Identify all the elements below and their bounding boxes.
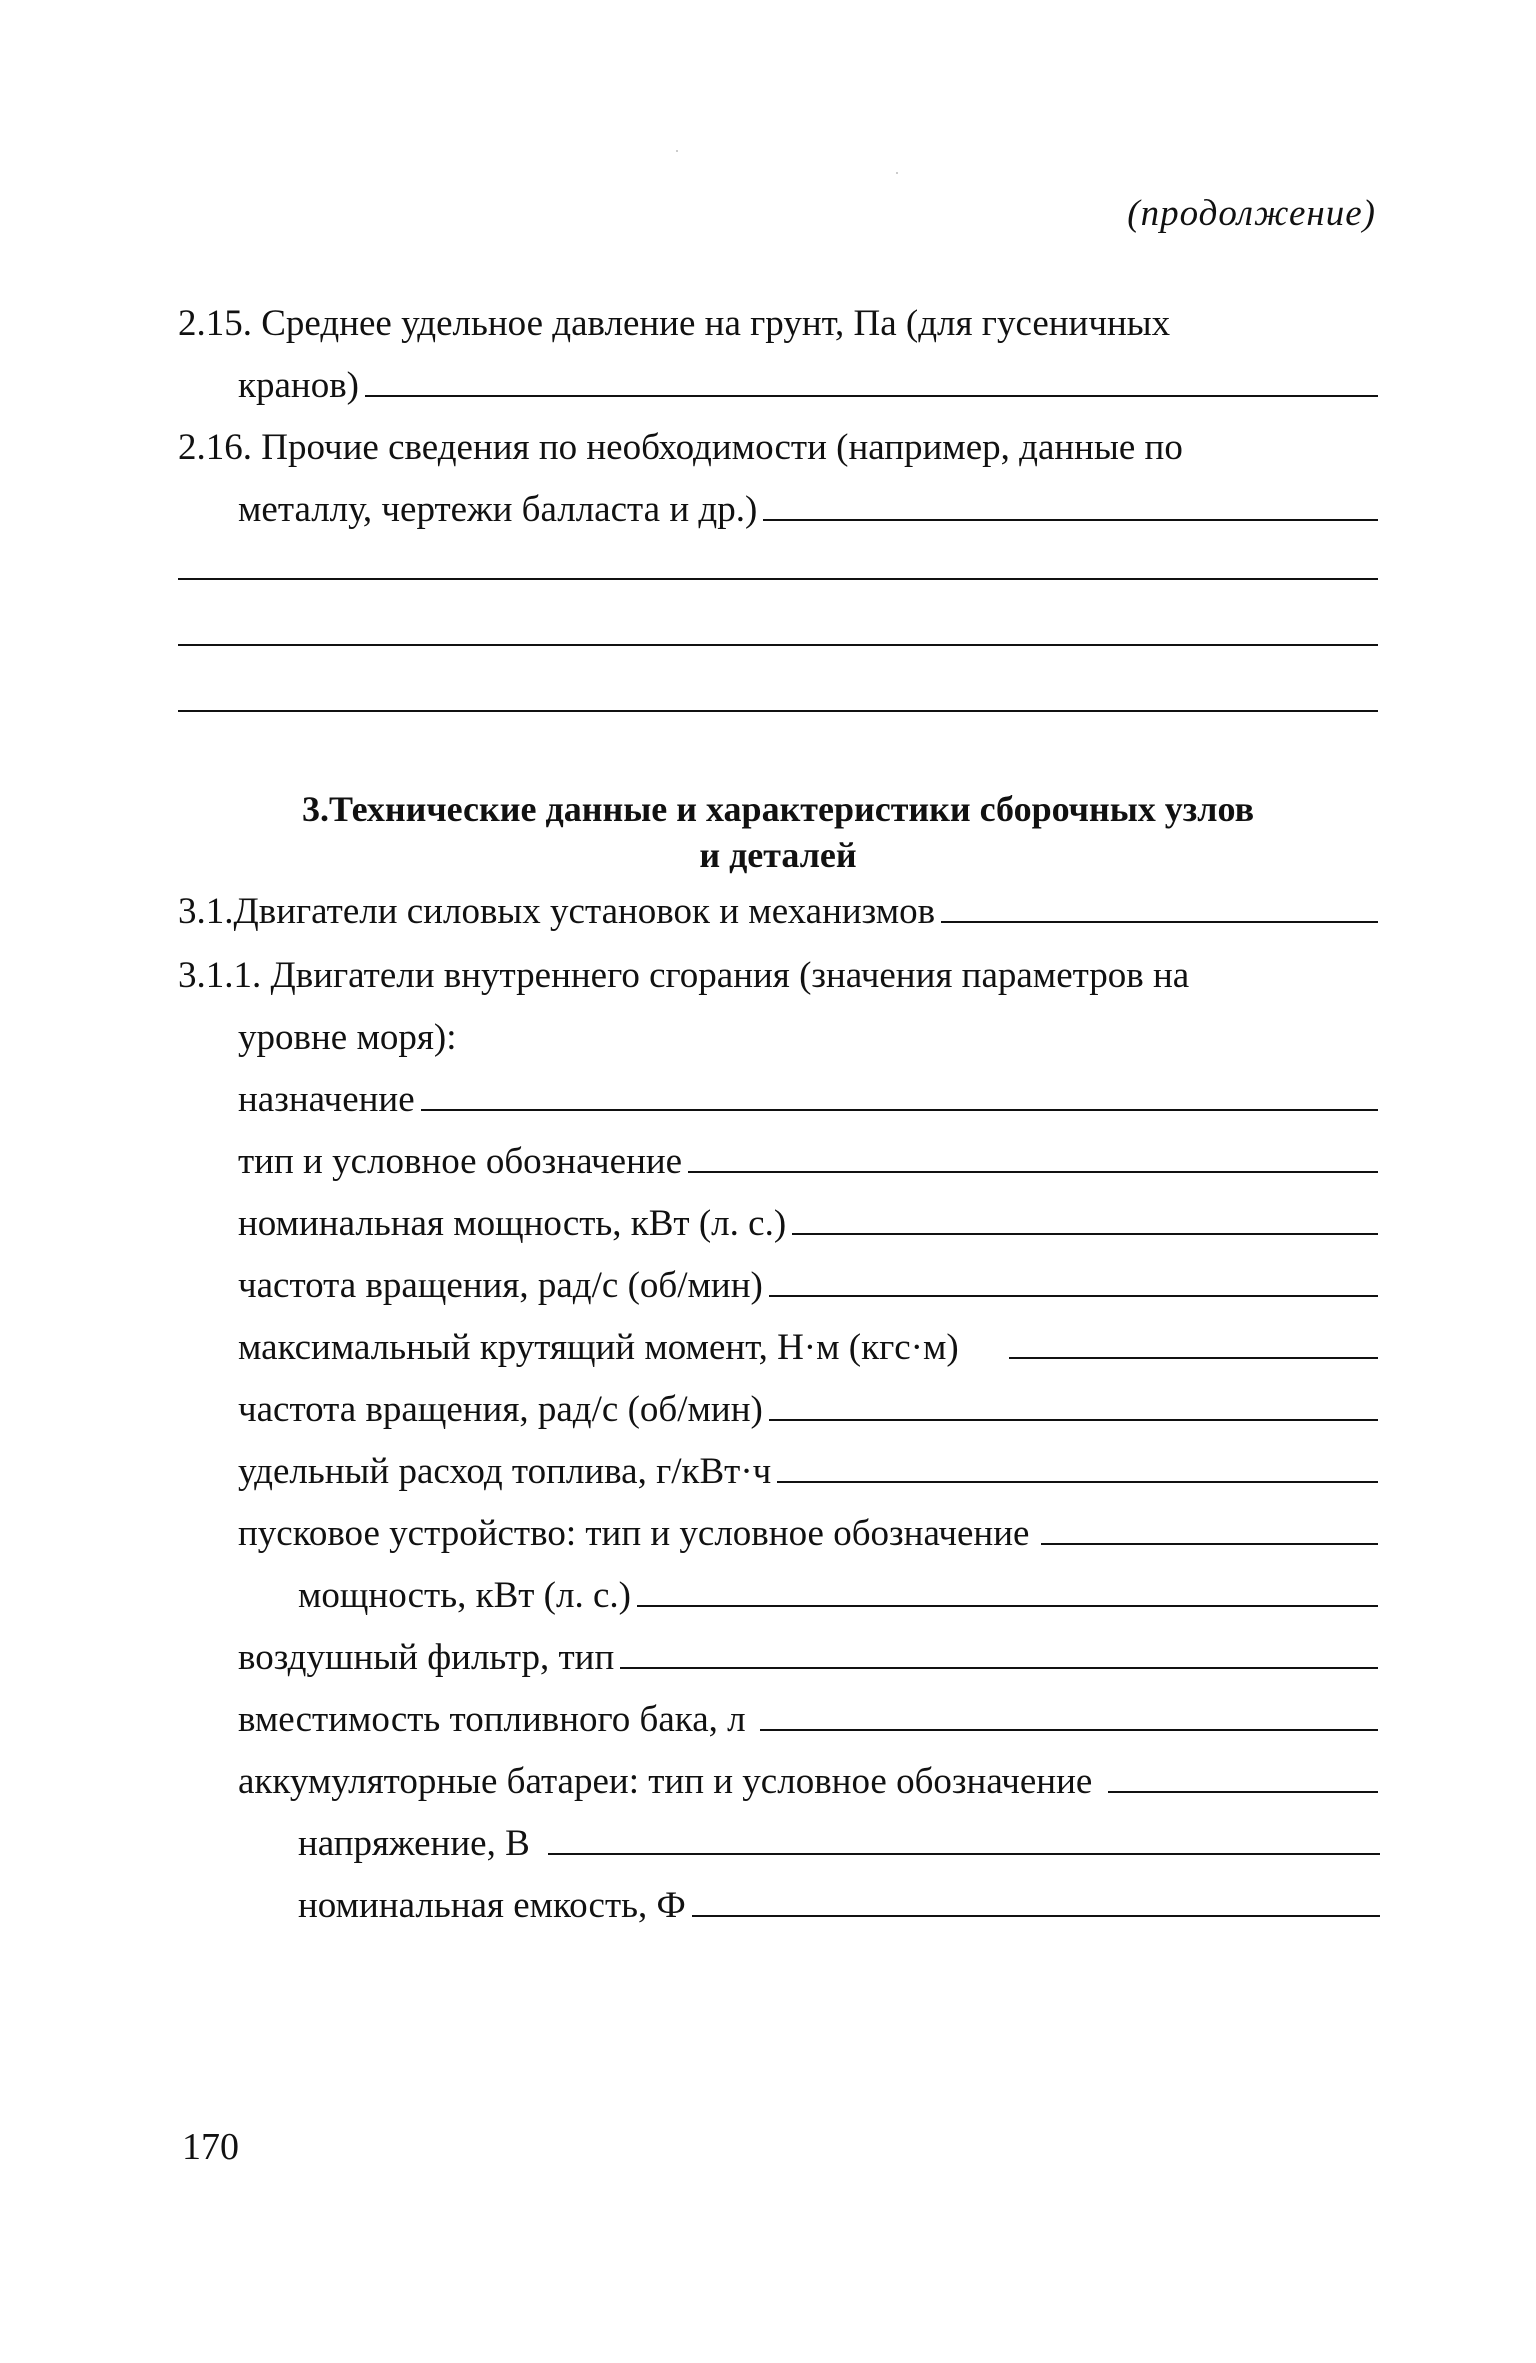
field-starter [238, 1512, 1378, 1562]
field-power-blank[interactable] [792, 1203, 1378, 1235]
continuation-label: (продолжение) [1127, 193, 1376, 234]
field-fuel-blank[interactable] [777, 1451, 1378, 1483]
item-2-16-text: 2.16. Прочие сведения по необходимости (например, данные по [178, 427, 1183, 468]
field-rpm-2-label: частота вращения, рад/с (об/мин) [238, 1389, 763, 1430]
blank-rule-1[interactable] [178, 578, 1378, 580]
field-torque-label: максимальный крутящий момент, Н·м (кгс·м) [238, 1327, 959, 1368]
blank-field-3-1[interactable] [941, 891, 1378, 923]
field-type [238, 1140, 1378, 1190]
field-fuel [238, 1450, 1378, 1500]
field-air-filter-blank[interactable] [620, 1637, 1378, 1669]
blank-field-2-16[interactable] [763, 489, 1378, 521]
field-purpose [238, 1078, 1378, 1128]
item-3-1 [178, 890, 1378, 940]
field-fuel-label: удельный расход топлива, г/кВт·ч [238, 1451, 772, 1492]
field-starter-label: пусковое устройство: тип и условное обозначение [238, 1513, 1030, 1554]
field-type-blank[interactable] [688, 1141, 1378, 1173]
section-3-heading-line1: 3.Технические данные и характеристики сборочных узлов [301, 789, 1255, 829]
field-capacity-blank[interactable] [692, 1885, 1380, 1917]
item-2-16-text-cont: металлу, чертежи балласта и др.) [238, 489, 758, 530]
item-2-15-line1 [178, 302, 1170, 352]
item-2-16-line2 [238, 488, 1378, 538]
field-tank-label: вместимость топливного бака, л [238, 1699, 746, 1740]
field-power-label: номинальная мощность, кВт (л. с.) [238, 1203, 787, 1244]
item-3-1-text: 3.1.Двигатели силовых установок и механизмов [178, 891, 936, 932]
field-starter-power-label: мощность, кВт (л. с.) [298, 1575, 631, 1616]
item-3-1-1-line2 [238, 1016, 456, 1066]
field-capacity-label: номинальная емкость, Ф [298, 1885, 686, 1926]
field-voltage-label: напряжение, В [298, 1823, 530, 1864]
field-air-filter [238, 1636, 1378, 1686]
item-2-16-line1 [178, 426, 1183, 476]
field-air-filter-label: воздушный фильтр, тип [238, 1637, 615, 1678]
blank-rule-3[interactable] [178, 710, 1378, 712]
field-starter-power-blank[interactable] [637, 1575, 1378, 1607]
item-3-1-1-line1 [178, 954, 1189, 1004]
field-torque-blank[interactable] [1009, 1327, 1378, 1359]
field-capacity [298, 1884, 1380, 1934]
section-3-heading-line2: и деталей [699, 835, 857, 875]
blank-rule-2[interactable] [178, 644, 1378, 646]
field-starter-blank[interactable] [1041, 1513, 1378, 1545]
field-battery-blank[interactable] [1108, 1761, 1378, 1793]
field-purpose-blank[interactable] [421, 1079, 1378, 1111]
scan-speck [676, 150, 678, 152]
item-3-1-1-text: 3.1.1. Двигатели внутреннего сгорания (значения параметров на [178, 955, 1190, 996]
scan-speck [896, 172, 898, 174]
field-battery [238, 1760, 1378, 1810]
field-rpm-1 [238, 1264, 1378, 1314]
field-voltage-blank[interactable] [548, 1823, 1380, 1855]
item-2-15-line2 [238, 364, 1378, 414]
section-3-heading [178, 786, 1378, 878]
field-tank-blank[interactable] [760, 1699, 1378, 1731]
field-tank [238, 1698, 1378, 1748]
field-purpose-label: назначение [238, 1079, 415, 1120]
field-battery-label: аккумуляторные батареи: тип и условное обозначение [238, 1761, 1093, 1802]
item-2-15-text-cont: кранов) [238, 365, 359, 406]
item-2-15-text: 2.15. Среднее удельное давление на грунт, Па (для гусеничных [178, 303, 1171, 344]
field-voltage [298, 1822, 1380, 1872]
field-power [238, 1202, 1378, 1252]
field-rpm-1-blank[interactable] [769, 1265, 1378, 1297]
field-starter-power [298, 1574, 1378, 1624]
page-number: 170 [182, 2126, 239, 2168]
field-torque [238, 1326, 1378, 1376]
field-rpm-2-blank[interactable] [769, 1389, 1378, 1421]
field-rpm-1-label: частота вращения, рад/с (об/мин) [238, 1265, 763, 1306]
field-rpm-2 [238, 1388, 1378, 1438]
blank-field-2-15[interactable] [365, 365, 1378, 397]
field-type-label: тип и условное обозначение [238, 1141, 683, 1182]
item-3-1-1-text-cont: уровне моря): [238, 1017, 457, 1058]
